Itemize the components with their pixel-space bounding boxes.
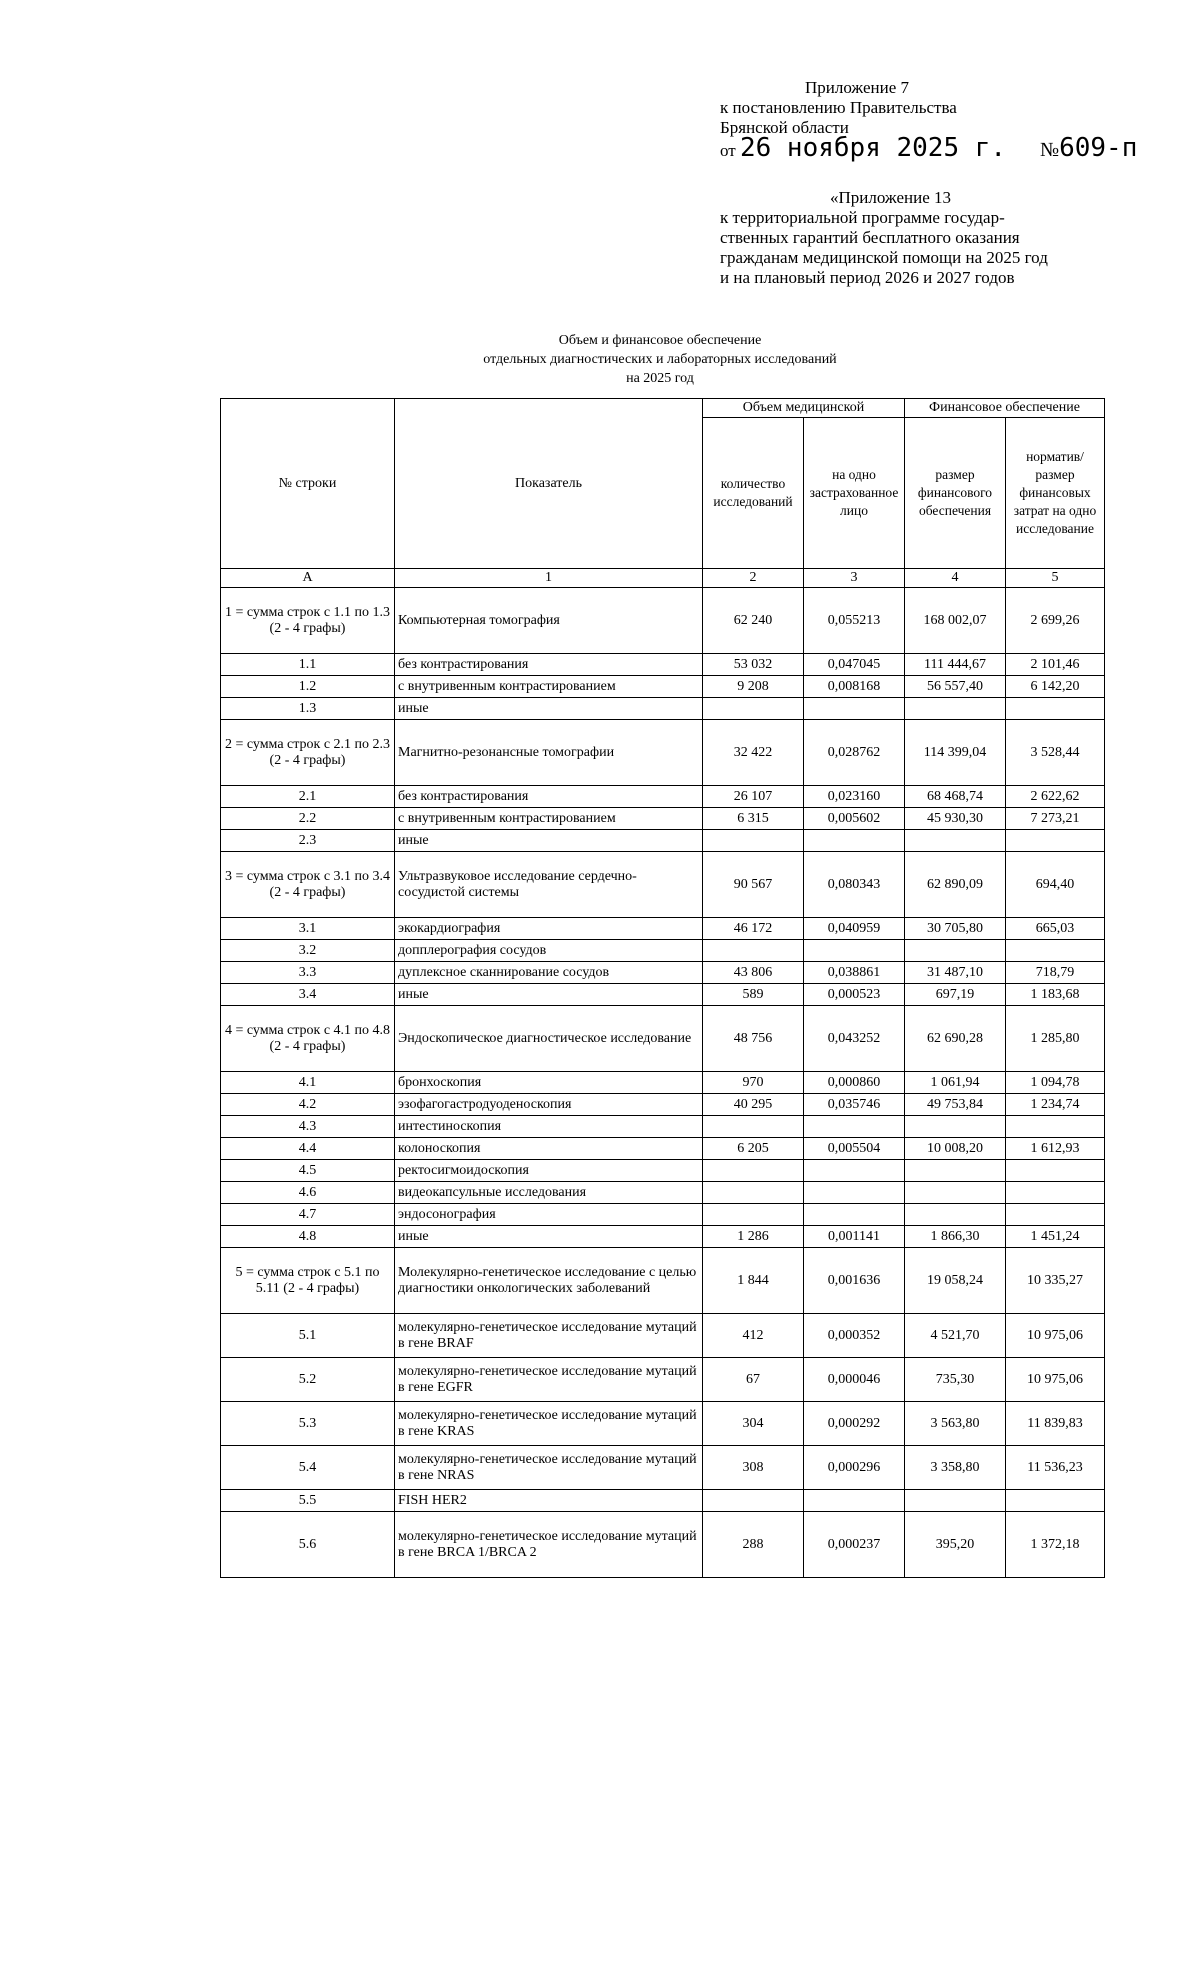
table-row [221,698,1105,720]
amount-cell [905,698,1006,720]
appendix13-title: «Приложение 13 [830,188,951,207]
normative-cell: 2 101,46 [1006,654,1105,676]
data-table [220,398,1105,1578]
appendix13-block [720,188,1140,288]
table-row [221,786,1105,808]
count-cell: 48 756 [703,1006,804,1072]
table-row [221,654,1105,676]
row-number-cell: 5.5 [221,1490,395,1512]
normative-cell [1006,940,1105,962]
per-insured-cell [804,1490,905,1512]
count-cell [703,1182,804,1204]
amount-cell: 10 008,20 [905,1138,1006,1160]
count-cell: 40 295 [703,1094,804,1116]
normative-cell: 2 699,26 [1006,588,1105,654]
amount-cell: 3 358,80 [905,1446,1006,1490]
indicator-cell: молекулярно-генетическое исследование мутаций в гене BRAF [395,1314,703,1358]
per-insured-cell: 0,028762 [804,720,905,786]
normative-cell: 694,40 [1006,852,1105,918]
count-cell: 46 172 [703,918,804,940]
row-number-cell: 4.1 [221,1072,395,1094]
count-cell [703,830,804,852]
count-cell [703,1204,804,1226]
row-number-cell: 2.2 [221,808,395,830]
document-header [720,78,1160,172]
indicator-cell: эзофагогастродуоденоскопия [395,1094,703,1116]
count-cell: 67 [703,1358,804,1402]
count-cell: 412 [703,1314,804,1358]
amount-cell [905,1116,1006,1138]
header-per-insured: на одно застрахованное лицо [804,418,905,569]
table-row [221,830,1105,852]
table-row [221,588,1105,654]
per-insured-cell: 0,000352 [804,1314,905,1358]
row-number-cell: 5 = сумма строк с 5.1 по 5.11 (2 - 4 графы) [221,1248,395,1314]
per-insured-cell: 0,080343 [804,852,905,918]
appendix13-line4: гражданам медицинской помощи на 2025 год [720,248,1048,267]
amount-cell: 56 557,40 [905,676,1006,698]
per-insured-cell: 0,047045 [804,654,905,676]
normative-cell: 11 536,23 [1006,1446,1105,1490]
normative-cell [1006,1116,1105,1138]
row-number-cell: 5.6 [221,1512,395,1578]
indicator-cell: Эндоскопическое диагностическое исследование [395,1006,703,1072]
indicator-cell: иные [395,984,703,1006]
amount-cell: 4 521,70 [905,1314,1006,1358]
amount-cell: 3 563,80 [905,1402,1006,1446]
title-line3: на 2025 год [626,371,694,386]
per-insured-cell: 0,000523 [804,984,905,1006]
indicator-cell: бронхоскопия [395,1072,703,1094]
indicator-cell: видеокапсульные исследования [395,1182,703,1204]
header-indicator: Показатель [395,399,703,569]
indicator-cell: без контрастирования [395,654,703,676]
title-line1: Объем и финансовое обеспечение [558,333,762,348]
amount-cell: 68 468,74 [905,786,1006,808]
indicator-cell: с внутривенным контрастированием [395,676,703,698]
number-sign: № [1040,139,1060,161]
count-cell: 43 806 [703,962,804,984]
normative-cell: 6 142,20 [1006,676,1105,698]
per-insured-cell: 0,000046 [804,1358,905,1402]
normative-cell: 3 528,44 [1006,720,1105,786]
count-cell: 9 208 [703,676,804,698]
resolution-line: к постановлению Правительства [720,98,957,117]
amount-cell: 31 487,10 [905,962,1006,984]
amount-cell [905,940,1006,962]
per-insured-cell: 0,000237 [804,1512,905,1578]
amount-cell [905,1182,1006,1204]
title-line2: отдельных диагностических и лабораторных исследований [483,352,837,367]
amount-cell: 735,30 [905,1358,1006,1402]
count-cell: 90 567 [703,852,804,918]
amount-cell: 1 061,94 [905,1072,1006,1094]
count-cell: 1 286 [703,1226,804,1248]
indicator-cell: Компьютерная томография [395,588,703,654]
index-cell: 4 [905,569,1006,588]
indicator-cell: иные [395,830,703,852]
row-number-cell: 3 = сумма строк с 3.1 по 3.4 (2 - 4 графы) [221,852,395,918]
per-insured-cell: 0,023160 [804,786,905,808]
appendix13-line5: и на плановый период 2026 и 2027 годов [720,268,1015,287]
row-number-cell: 4.6 [221,1182,395,1204]
normative-cell: 7 273,21 [1006,808,1105,830]
per-insured-cell [804,698,905,720]
normative-cell: 10 975,06 [1006,1358,1105,1402]
indicator-cell: без контрастирования [395,786,703,808]
per-insured-cell [804,940,905,962]
per-insured-cell: 0,001141 [804,1226,905,1248]
normative-cell [1006,1182,1105,1204]
amount-cell [905,1204,1006,1226]
table-title [218,331,1102,388]
indicator-cell: молекулярно-генетическое исследование мутаций в гене EGFR [395,1358,703,1402]
index-cell: 2 [703,569,804,588]
row-number-cell: 4.7 [221,1204,395,1226]
header-row-no: № строки [221,399,395,569]
amount-cell [905,830,1006,852]
amount-cell: 111 444,67 [905,654,1006,676]
indicator-cell: с внутривенным контрастированием [395,808,703,830]
normative-cell [1006,1160,1105,1182]
appendix-label: Приложение 7 [805,78,909,97]
row-number-cell: 1.3 [221,698,395,720]
amount-cell: 45 930,30 [905,808,1006,830]
count-cell: 304 [703,1402,804,1446]
normative-cell: 11 839,83 [1006,1402,1105,1446]
header-finance-group: Финансовое обеспечение [905,399,1105,418]
amount-cell: 49 753,84 [905,1094,1006,1116]
per-insured-cell: 0,035746 [804,1094,905,1116]
count-cell: 62 240 [703,588,804,654]
count-cell: 26 107 [703,786,804,808]
resolution-number-block [1040,133,1138,163]
per-insured-cell [804,1160,905,1182]
date-number-line [720,133,1160,172]
per-insured-cell: 0,038861 [804,962,905,984]
per-insured-cell: 0,000292 [804,1402,905,1446]
index-cell: 1 [395,569,703,588]
table-row [221,1138,1105,1160]
row-number-cell: 4 = сумма строк с 4.1 по 4.8 (2 - 4 графы) [221,1006,395,1072]
normative-cell: 10 335,27 [1006,1248,1105,1314]
normative-cell [1006,830,1105,852]
table-row [221,1072,1105,1094]
row-number-cell: 1.1 [221,654,395,676]
normative-cell: 1 451,24 [1006,1226,1105,1248]
indicator-cell: колоноскопия [395,1138,703,1160]
count-cell: 32 422 [703,720,804,786]
amount-cell [905,1490,1006,1512]
count-cell: 308 [703,1446,804,1490]
index-cell: 5 [1006,569,1105,588]
row-number-cell: 4.8 [221,1226,395,1248]
row-number-cell: 3.2 [221,940,395,962]
table-row [221,1314,1105,1358]
per-insured-cell: 0,008168 [804,676,905,698]
row-number-cell: 3.4 [221,984,395,1006]
indicator-cell: допплерография сосудов [395,940,703,962]
count-cell: 1 844 [703,1248,804,1314]
index-cell: 3 [804,569,905,588]
resolution-date: 26 ноября 2025 г. [739,133,1007,163]
appendix13-line2: к территориальной программе государ- [720,208,1005,227]
row-number-cell: 2.1 [221,786,395,808]
count-cell [703,940,804,962]
table-row [221,720,1105,786]
row-number-cell: 4.4 [221,1138,395,1160]
table-row [221,1204,1105,1226]
index-row [221,569,1105,588]
normative-cell: 718,79 [1006,962,1105,984]
resolution-number: 609-п [1059,133,1138,163]
per-insured-cell: 0,000860 [804,1072,905,1094]
indicator-cell: ректосигмоидоскопия [395,1160,703,1182]
normative-cell: 665,03 [1006,918,1105,940]
row-number-cell: 5.3 [221,1402,395,1446]
count-cell: 589 [703,984,804,1006]
normative-cell: 1 094,78 [1006,1072,1105,1094]
row-number-cell: 3.1 [221,918,395,940]
row-number-cell: 4.3 [221,1116,395,1138]
amount-cell: 697,19 [905,984,1006,1006]
normative-cell: 10 975,06 [1006,1314,1105,1358]
indicator-cell: дуплексное сканнирование сосудов [395,962,703,984]
normative-cell [1006,1204,1105,1226]
indicator-cell: Ультразвуковое исследование сердечно-сосудистой системы [395,852,703,918]
count-cell [703,698,804,720]
per-insured-cell [804,830,905,852]
appendix13-line3: ственных гарантий бесплатного оказания [720,228,1020,247]
amount-cell [905,1160,1006,1182]
table-row [221,1116,1105,1138]
indicator-cell: молекулярно-генетическое исследование мутаций в гене KRAS [395,1402,703,1446]
amount-cell: 62 690,28 [905,1006,1006,1072]
header-row-1 [221,399,1105,418]
normative-cell: 1 372,18 [1006,1512,1105,1578]
indicator-cell: экокардиография [395,918,703,940]
per-insured-cell [804,1116,905,1138]
count-cell: 6 205 [703,1138,804,1160]
count-cell: 6 315 [703,808,804,830]
indicator-cell: иные [395,698,703,720]
count-cell [703,1116,804,1138]
per-insured-cell [804,1182,905,1204]
count-cell: 53 032 [703,654,804,676]
count-cell [703,1490,804,1512]
indicator-cell: иные [395,1226,703,1248]
table-row [221,940,1105,962]
per-insured-cell: 0,040959 [804,918,905,940]
indicator-cell: молекулярно-генетическое исследование мутаций в гене BRCA 1/BRCA 2 [395,1512,703,1578]
table-row [221,1358,1105,1402]
header-amount: размер финансового обеспечения [905,418,1006,569]
table-row [221,676,1105,698]
normative-cell: 2 622,62 [1006,786,1105,808]
count-cell: 970 [703,1072,804,1094]
row-number-cell: 1.2 [221,676,395,698]
indicator-cell: FISH HER2 [395,1490,703,1512]
table-row [221,1006,1105,1072]
row-number-cell: 4.2 [221,1094,395,1116]
normative-cell: 1 285,80 [1006,1006,1105,1072]
row-number-cell: 4.5 [221,1160,395,1182]
row-number-cell: 2.3 [221,830,395,852]
count-cell: 288 [703,1512,804,1578]
count-cell [703,1160,804,1182]
indicator-cell: Молекулярно-генетическое исследование с целью диагностики онкологических заболеваний [395,1248,703,1314]
index-cell: А [221,569,395,588]
indicator-cell: Магнитно-резонансные томографии [395,720,703,786]
row-number-cell: 3.3 [221,962,395,984]
per-insured-cell: 0,043252 [804,1006,905,1072]
header-normative: норматив/размер финансовых затрат на одно исследование [1006,418,1105,569]
indicator-cell: молекулярно-генетическое исследование мутаций в гене NRAS [395,1446,703,1490]
table-row [221,1248,1105,1314]
table-row [221,1490,1105,1512]
per-insured-cell: 0,005602 [804,808,905,830]
amount-cell: 395,20 [905,1512,1006,1578]
region-line: Брянской области [720,118,849,137]
normative-cell: 1 234,74 [1006,1094,1105,1116]
table-row [221,852,1105,918]
table-row [221,808,1105,830]
per-insured-cell: 0,005504 [804,1138,905,1160]
row-number-cell: 5.1 [221,1314,395,1358]
table-row [221,1182,1105,1204]
table-row [221,918,1105,940]
table-row [221,1446,1105,1490]
per-insured-cell: 0,000296 [804,1446,905,1490]
normative-cell: 1 183,68 [1006,984,1105,1006]
amount-cell: 168 002,07 [905,588,1006,654]
amount-cell: 114 399,04 [905,720,1006,786]
row-number-cell: 2 = сумма строк с 2.1 по 2.3 (2 - 4 графы) [221,720,395,786]
per-insured-cell: 0,001636 [804,1248,905,1314]
row-number-cell: 5.2 [221,1358,395,1402]
table-row [221,1512,1105,1578]
table-row [221,1226,1105,1248]
amount-cell: 19 058,24 [905,1248,1006,1314]
indicator-cell: эндосонография [395,1204,703,1226]
table-row [221,1160,1105,1182]
header-count: количество исследований [703,418,804,569]
table-row [221,984,1105,1006]
amount-cell: 1 866,30 [905,1226,1006,1248]
table-row [221,1402,1105,1446]
per-insured-cell [804,1204,905,1226]
normative-cell [1006,698,1105,720]
per-insured-cell: 0,055213 [804,588,905,654]
date-prefix: от [720,141,736,160]
table-row [221,1094,1105,1116]
row-number-cell: 5.4 [221,1446,395,1490]
indicator-cell: интестиноскопия [395,1116,703,1138]
normative-cell: 1 612,93 [1006,1138,1105,1160]
amount-cell: 62 890,09 [905,852,1006,918]
normative-cell [1006,1490,1105,1512]
amount-cell: 30 705,80 [905,918,1006,940]
row-number-cell: 1 = сумма строк с 1.1 по 1.3 (2 - 4 графы) [221,588,395,654]
table-row [221,962,1105,984]
header-volume-group: Объем медицинской [703,399,905,418]
